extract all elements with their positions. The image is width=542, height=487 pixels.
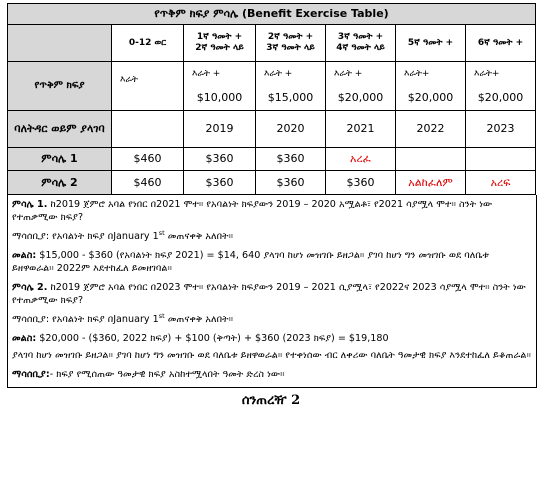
table-header-row — [8, 25, 536, 62]
row-label-status: ባለትዳር ወይም ያላገባ — [8, 111, 112, 148]
example-1-note: ማሳሰቢያ: የአባልነት ክፍያ በJanuary 1st መጠናቀቅ አለበት። — [12, 228, 234, 242]
value-cell — [466, 148, 536, 171]
year-cell: 2022 — [396, 111, 466, 148]
document-page — [7, 3, 535, 408]
value-cell: $460 — [112, 148, 184, 171]
cost-cell: እራት — [112, 62, 184, 111]
cost-cell: እራት + $20,000 — [326, 62, 396, 111]
header-col-5: 5ኛ ዓመት + — [396, 25, 466, 62]
header-label — [8, 25, 112, 62]
row-label-cost: የጥቅም ክፍያ — [8, 62, 112, 111]
value-cell: $460 — [112, 171, 184, 195]
row-label-example-1: ምሳሌ 1 — [8, 148, 112, 171]
header-col-4: 3ኛ ዓመት + 4ኛ ዓመት ላይ — [326, 25, 396, 62]
year-cell: 2019 — [184, 111, 256, 148]
value-cell: $360 — [184, 171, 256, 195]
benefit-cost-row — [8, 62, 536, 111]
example-2-row — [8, 171, 536, 195]
benefit-exercise-table — [7, 3, 536, 195]
value-cell: $360 — [256, 171, 326, 195]
table-caption: ሰንጠረዥ 2 — [241, 393, 301, 408]
example-2-question: ምሳሌ 2. ከ2019 ጀምሮ አባል የነበር በ2023 ሞተ። የአባልነት ክፍያውን 2019 – 2021 ሲያሟላ፣ የ2022ና 2023 ሳያሟላ ሞተ። ስንት ነው የተጠቃሚው ክፍያ? — [12, 282, 526, 306]
value-cell-red: አረፈ — [326, 148, 396, 171]
cost-cell: እራት+ $20,000 — [466, 62, 536, 111]
example-1-question: ምሳሌ 1. ከ2019 ጀምሮ አባል የነበር በ2021 ሞተ። የአባልነት ክፍያውን 2019 – 2020 አሟልቶ፣ የ2021 ሳያሟላ ሞተ። ስንት ነው የተጠቃሚው ክፍያ? — [12, 199, 493, 223]
explanation-box — [7, 195, 537, 388]
table-title: የጥቅም ክፍያ ምሳሌ (Benefit Exercise Table) — [8, 4, 536, 25]
year-cell: 2021 — [326, 111, 396, 148]
header-col-2: 1ኛ ዓመት + 2ኛ ዓመት ላይ — [184, 25, 256, 62]
example-1-answer: መልስ: $15,000 - $360 (የአባልነት ክፍያ 2021) = $14, 640 ያላገባ ከሆነ መዝገቡ ይዘጋል። ያገባ ከሆነ ግን መዝገቡ ወደ ባለቤቱ ይዘዋወራል። 2022ም እደተከፈለ ይመዘገባል። — [12, 250, 490, 274]
value-cell: $360 — [184, 148, 256, 171]
value-cell: $360 — [326, 171, 396, 195]
example-1-row — [8, 148, 536, 171]
final-note: ማሳሰቢያ:- ክፍያ የሚሰጠው ዓመታዊ ክፍያ አስከተሟላበት ዓመት ድረስ ነው። — [12, 369, 285, 380]
value-cell: $360 — [256, 148, 326, 171]
example-2-answer-note: ያላገባ ከሆነ መዝገቡ ይዘጋል። ያገባ ከሆነ ግን መዝገቡ ወደ ባለቤቱ ይዘዋወራል። የተቀነሰው ብር ለቀሪው ባለቤት ዓመታዊ ክፍያ እንደተከፈለ ይቆጠራል። — [12, 350, 531, 361]
cost-cell: እራት+ $20,000 — [396, 62, 466, 111]
cost-cell: እራት + $15,000 — [256, 62, 326, 111]
cost-cell: እራት + $10,000 — [184, 62, 256, 111]
example-2-answer: መልስ: $20,000 - ($360, 2022 ክፍያ) + $100 (ቅጣት) + $360 (2023 ክፍያ) = $19,180 — [12, 333, 389, 344]
year-cell: 2020 — [256, 111, 326, 148]
year-cell: 2023 — [466, 111, 536, 148]
year-cell — [112, 111, 184, 148]
example-2-note: ማሳሰቢያ: የአባልነት ክፍያ በJanuary 1st መጠናቀቅ አለበት። — [12, 311, 234, 325]
header-col-3: 2ኛ ዓመት + 3ኛ ዓመት ላይ — [256, 25, 326, 62]
header-col-6: 6ኛ ዓመት + — [466, 25, 536, 62]
row-label-example-2: ምሳሌ 2 — [8, 171, 112, 195]
value-cell-red: አልከፈለም — [396, 171, 466, 195]
value-cell-red: አረፍ — [466, 171, 536, 195]
year-row — [8, 111, 536, 148]
value-cell — [396, 148, 466, 171]
header-col-1: 0-12 ወር — [112, 25, 184, 62]
